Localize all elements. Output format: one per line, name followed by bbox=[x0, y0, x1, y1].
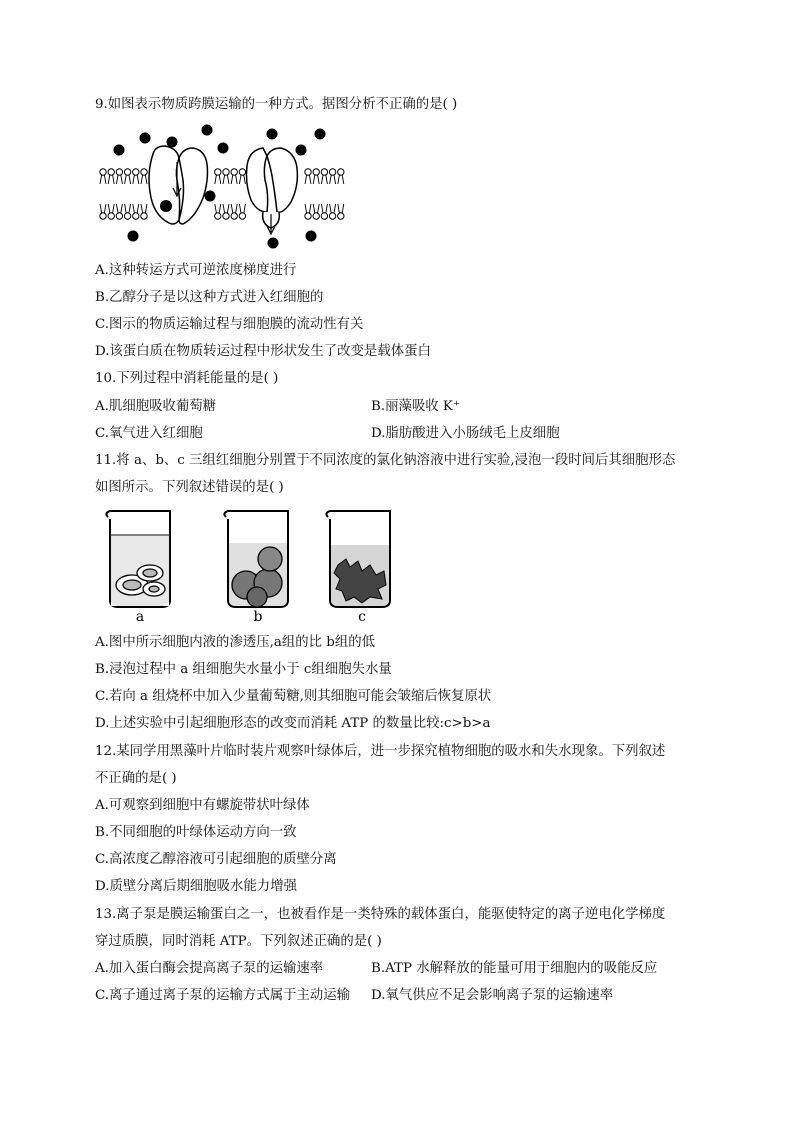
phospholipid-head bbox=[124, 169, 130, 184]
phospholipid-head bbox=[116, 204, 122, 219]
phospholipid-head bbox=[231, 169, 237, 184]
phospholipid-head bbox=[313, 169, 319, 184]
phospholipid-head bbox=[313, 204, 319, 219]
q9-option-a: A.这种转运方式可逆浓度梯度进行 bbox=[95, 263, 297, 278]
q10-stem: 10.下列过程中消耗能量的是( ) bbox=[95, 371, 279, 386]
q13-stem-line1: 13.离子泵是膜运输蛋白之一，也被看作是一类特殊的载体蛋白，能驱使特定的离子逆电化学梯度 bbox=[95, 907, 666, 922]
membrane-transport-diagram bbox=[95, 120, 350, 250]
carrier-protein-right bbox=[247, 148, 298, 234]
phospholipid-head bbox=[305, 204, 311, 219]
q9-option-b: B.乙醇分子是以这种方式进入红细胞的 bbox=[95, 290, 324, 305]
q13-stem-line2: 穿过质膜，同时消耗 ATP。下列叙述正确的是( ) bbox=[95, 934, 382, 949]
phospholipid-head bbox=[239, 169, 245, 184]
beaker-a bbox=[106, 511, 170, 625]
phospholipid-head bbox=[124, 204, 130, 219]
phospholipid-head bbox=[329, 169, 335, 184]
phospholipid-head bbox=[100, 169, 106, 184]
q9-stem: 9.如图表示物质跨膜运输的一种方式。据图分析不正确的是( ) bbox=[95, 97, 458, 112]
phospholipid-head bbox=[141, 169, 147, 184]
phospholipid-head bbox=[338, 169, 344, 184]
phospholipid-head bbox=[329, 204, 335, 219]
q12-option-b: B.不同细胞的叶绿体运动方向一致 bbox=[95, 825, 297, 840]
q12-option-d: D.质壁分离后期细胞吸水能力增强 bbox=[95, 879, 297, 894]
phospholipid-head bbox=[321, 169, 327, 184]
phospholipid-head bbox=[133, 204, 139, 219]
q13-option-a: A.加入蛋白酶会提高离子泵的运输速率 bbox=[95, 961, 324, 976]
q11-stem-line2: 如图所示。下列叙述错误的是( ) bbox=[95, 480, 284, 495]
phospholipid-head bbox=[223, 204, 229, 219]
q12-stem-line2: 不正确的是( ) bbox=[95, 771, 177, 786]
q9-option-c: C.图示的物质运输过程与细胞膜的流动性有关 bbox=[95, 317, 364, 332]
q12-option-c: C.高浓度乙醇溶液可引起细胞的质壁分离 bbox=[95, 852, 337, 867]
beaker-label-b: b bbox=[253, 609, 263, 625]
beaker-label-a: a bbox=[135, 609, 145, 625]
q11-stem-line1: 11.将 a、b、c 三组红细胞分别置于不同浓度的氯化钠溶液中进行实验,浸泡一段时间后其细胞形态 bbox=[95, 453, 676, 468]
beaker-c bbox=[326, 511, 390, 625]
q13-option-c: C.离子通过离子泵的运输方式属于主动运输 bbox=[95, 988, 351, 1003]
q11-option-b: B.浸泡过程中 a 组细胞失水量小于 c组细胞失水量 bbox=[95, 662, 392, 677]
q12-stem-line1: 12.某同学用黑藻叶片临时装片观察叶绿体后，进一步探究植物细胞的吸水和失水现象。下列叙述 bbox=[95, 744, 666, 759]
beaker-b bbox=[224, 511, 288, 625]
carrier-protein-left bbox=[149, 146, 208, 224]
phospholipid-head bbox=[321, 204, 327, 219]
q11-option-a: A.图中所示细胞内液的渗透压,a组的比 b组的低 bbox=[95, 635, 376, 650]
phospholipid-head bbox=[231, 204, 237, 219]
q12-option-a: A.可观察到细胞中有螺旋带状叶绿体 bbox=[95, 798, 310, 813]
phospholipid-head bbox=[215, 169, 221, 184]
phospholipid-head bbox=[239, 204, 245, 219]
q13-option-b: B.ATP 水解释放的能量可用于细胞内的吸能反应 bbox=[371, 961, 658, 976]
phospholipid-head bbox=[215, 204, 221, 219]
lipid-bilayer bbox=[100, 169, 344, 219]
q10-option-c: C.氧气进入红细胞 bbox=[95, 426, 203, 441]
beaker-label-c: c bbox=[358, 609, 366, 625]
beakers-figure bbox=[100, 505, 400, 627]
q11-option-d: D.上述实验中引起细胞形态的改变而消耗 ATP 的数量比较:c>b>a bbox=[95, 716, 491, 731]
solute-molecule bbox=[160, 200, 172, 212]
phospholipid-head bbox=[133, 169, 139, 184]
phospholipid-head bbox=[223, 169, 229, 184]
q10-option-b: B.丽藻吸收 K⁺ bbox=[371, 399, 460, 414]
q9-option-d: D.该蛋白质在物质转运过程中形状发生了改变是载体蛋白 bbox=[95, 344, 431, 359]
q13-option-d: D.氧气供应不足会影响离子泵的运输速率 bbox=[371, 988, 614, 1003]
q11-option-c: C.若向 a 组烧杯中加入少量葡萄糖,则其细胞可能会皱缩后恢复原状 bbox=[95, 689, 492, 704]
q10-option-d: D.脂肪酸进入小肠绒毛上皮细胞 bbox=[371, 426, 560, 441]
phospholipid-head bbox=[116, 169, 122, 184]
phospholipid-head bbox=[108, 204, 114, 219]
phospholipid-head bbox=[338, 204, 344, 219]
phospholipid-head bbox=[305, 169, 311, 184]
q10-option-a: A.肌细胞吸收葡萄糖 bbox=[95, 399, 217, 414]
phospholipid-head bbox=[100, 204, 106, 219]
phospholipid-head bbox=[141, 204, 147, 219]
phospholipid-head bbox=[108, 169, 114, 184]
